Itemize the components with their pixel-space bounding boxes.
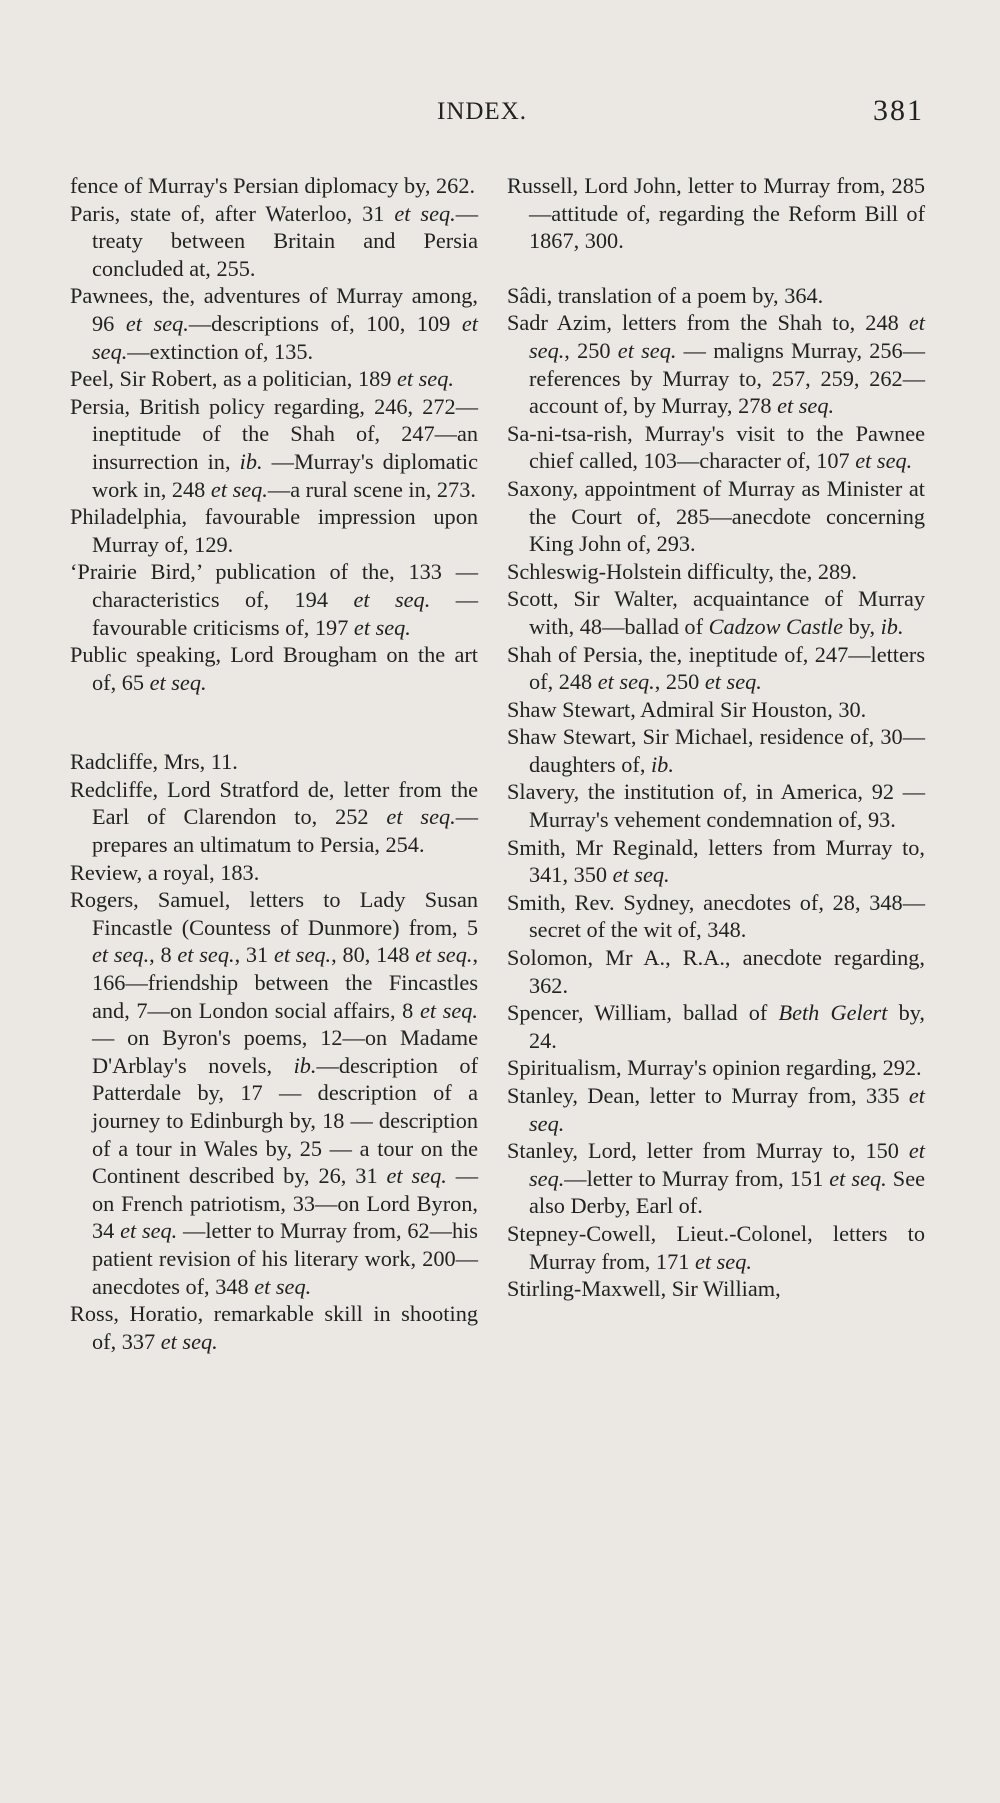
italic-text: et seq. — [419, 997, 478, 1023]
index-entry — [507, 475, 925, 558]
italic-text: Beth Gelert — [778, 1000, 888, 1026]
italic-text: et seq. — [160, 1328, 218, 1354]
italic-text: et seq. — [415, 942, 473, 968]
entry-text: —extinction of, 135. — [127, 338, 314, 364]
index-entry — [507, 282, 925, 310]
italic-text: et seq. — [125, 310, 189, 336]
entry-text: Redcliffe, Lord Stratford de, letter from the Earl of Clarendon to, 252 — [70, 776, 478, 830]
entry-text: Sâdi, translation of a poem by, 364. — [507, 282, 824, 308]
index-entry — [70, 365, 478, 393]
italic-text: Cadzow Castle — [708, 613, 844, 639]
entry-text: Slavery, the institution of, in America, 92 — Murray's vehement condemnation of, 93. — [507, 779, 925, 833]
index-entry — [70, 859, 478, 887]
italic-text: et seq. — [396, 366, 454, 392]
italic-text: et seq. — [855, 448, 913, 474]
index-entry — [507, 641, 925, 696]
italic-text: et seq. — [92, 942, 150, 968]
italic-text: et seq. — [829, 1165, 887, 1191]
index-entry — [507, 1275, 925, 1303]
entry-text: Sadr Azim, letters from the Shah to, 248 — [507, 310, 909, 336]
italic-text: et seq. — [120, 1218, 178, 1244]
index-entry — [70, 393, 478, 503]
entry-text: Schleswig-Holstein difficulty, the, 289. — [507, 558, 857, 584]
index-entry — [70, 886, 478, 1300]
italic-text: et seq. — [529, 1138, 925, 1191]
entry-text: fence of Murray's Persian diplomacy by, 262. — [70, 173, 476, 198]
entry-text: See also Derby, Earl of. — [529, 1165, 925, 1219]
italic-text: et seq. — [92, 310, 478, 364]
italic-text: et seq. — [149, 669, 207, 695]
index-entry — [70, 641, 478, 696]
entry-text: , 166—friendship between the Fincastles and, 7—on London social affairs, 8 — [92, 942, 479, 1023]
italic-text: et seq. — [777, 393, 835, 419]
entry-text: Public speaking, Lord Brougham on the art of, 65 — [70, 642, 478, 695]
entry-text: —treaty between Britain and Persia concluded at, 255. — [92, 200, 478, 281]
index-entry — [507, 420, 925, 475]
index-entry — [507, 1082, 925, 1137]
entry-text: —letter to Murray from, 62—his patient revision of his literary work, 200—anecdotes of, 348 — [92, 1218, 478, 1299]
italic-text: et seq. — [386, 804, 456, 830]
index-entry — [70, 1300, 478, 1355]
index-entry — [507, 834, 925, 889]
italic-text: et seq. — [254, 1273, 312, 1299]
entry-text: Persia, British policy regarding, 246, 272—ineptitude of the Shah of, 247—an insurrection in, — [70, 393, 478, 474]
index-entry — [507, 1137, 925, 1220]
index-entry — [507, 585, 925, 640]
page-number: 381 — [873, 94, 924, 127]
entry-text: Solomon, Mr A., R.A., anecdote regarding, 362. — [507, 945, 925, 998]
running-head — [0, 94, 1000, 138]
italic-text: et seq. — [353, 586, 431, 612]
entry-text: Spiritualism, Murray's opinion regarding, 292. — [507, 1055, 922, 1081]
entry-text: Stanley, Dean, letter to Murray from, 335 — [507, 1083, 909, 1108]
italic-text: ib. — [650, 751, 674, 777]
italic-text: et seq. — [386, 1163, 447, 1189]
index-entry — [70, 200, 478, 283]
italic-text: ib. — [880, 613, 904, 639]
index-entry — [507, 696, 925, 724]
entry-text: — maligns Murray, 256—references by Murray to, 257, 259, 262—account of, by Murray, 278 — [529, 337, 925, 419]
index-entry — [507, 1220, 925, 1275]
index-entry — [70, 558, 478, 641]
entry-text: Smith, Mr Reginald, letters from Murray to, 341, 350 — [507, 834, 925, 888]
index-entry — [507, 309, 925, 419]
entry-text: Ross, Horatio, remarkable skill in shooting of, 337 — [70, 1301, 478, 1354]
entry-text: Spencer, William, ballad of — [507, 1000, 779, 1026]
entry-text: — on French patriotism, 33—on Lord Byron, 34 — [92, 1163, 478, 1244]
entry-text: Philadelphia, favourable impression upon Murray of, 129. — [70, 504, 478, 557]
italic-text: et seq. — [529, 1083, 925, 1136]
italic-text: et seq. — [394, 200, 456, 226]
italic-text: et seq. — [177, 942, 235, 968]
entry-text: Russell, Lord John, letter to Murray from, 285—attitude of, regarding the Reform Bill of 1867, 300. — [507, 173, 925, 254]
entry-text: Radcliffe, Mrs, 11. — [70, 749, 238, 775]
entry-text: , 8 — [149, 942, 178, 968]
index-entry — [507, 999, 925, 1054]
italic-text: ib. — [293, 1052, 317, 1078]
index-entry — [507, 778, 925, 833]
entry-text: Sa-ni-tsa-rish, Murray's visit to the Pawnee chief called, 103—character of, 107 — [507, 420, 925, 474]
index-entry — [507, 172, 925, 255]
italic-text: et seq. — [704, 669, 762, 695]
entry-text: —prepares an ultimatum to Persia, 254. — [92, 804, 478, 858]
entry-text: Stepney-Cowell, Lieut.-Colonel, letters to Murray from, 171 — [507, 1220, 925, 1274]
index-entry — [70, 282, 478, 365]
italic-text: et seq. — [529, 310, 925, 363]
italic-text: et seq. — [617, 337, 677, 363]
entry-text: Rogers, Samuel, letters to Lady Susan Fincastle (Countess of Dunmore) from, 5 — [70, 887, 478, 940]
entry-text: —a rural scene in, 273. — [267, 476, 476, 502]
index-column-right — [507, 172, 925, 1303]
index-entry — [70, 776, 478, 859]
entry-text: Scott, Sir Walter, acquaintance of Murray with, 48—ballad of — [507, 586, 925, 639]
entry-text: Saxony, appointment of Murray as Minister at the Court of, 285—anecdote concerning King John of, 293. — [507, 475, 925, 557]
entry-text: Paris, state of, after Waterloo, 31 — [70, 200, 395, 226]
italic-text: et seq. — [597, 669, 655, 695]
entry-text: Smith, Rev. Sydney, anecdotes of, 28, 348—secret of the wit of, 348. — [507, 889, 925, 943]
index-entry — [507, 558, 925, 586]
italic-text: et seq. — [694, 1248, 752, 1274]
page-title: INDEX. — [437, 98, 528, 125]
entry-text: , 31 — [234, 942, 274, 968]
entry-text: Review, a royal, 183. — [70, 859, 260, 885]
index-entry — [507, 1054, 925, 1082]
entry-text: by, — [843, 613, 881, 639]
index-entry — [507, 723, 925, 778]
index-entry — [507, 889, 925, 944]
entry-text: , 80, 148 — [331, 942, 416, 968]
index-entry — [507, 944, 925, 999]
italic-text: et seq. — [353, 614, 411, 640]
entry-text: Shaw Stewart, Admiral Sir Houston, 30. — [507, 696, 867, 722]
entry-text: , 250 — [564, 337, 618, 363]
entry-text: Shah of Persia, the, ineptitude of, 247—letters of, 248 — [507, 641, 925, 695]
index-entry — [70, 172, 478, 200]
entry-text: —letter to Murray from, 151 — [564, 1165, 830, 1191]
entry-text: Pawnees, the, adventures of Murray among, 96 — [70, 283, 478, 336]
italic-text: et seq. — [612, 862, 670, 888]
entry-text: —descriptions of, 100, 109 — [188, 310, 462, 336]
entry-text: Stirling-Maxwell, Sir William, — [507, 1276, 781, 1302]
entry-text: — on Byron's poems, 12—on Madame D'Arblay's novels, — [92, 1025, 478, 1078]
index-entry — [70, 748, 478, 776]
index-column-left — [70, 172, 478, 1355]
entry-text: —description of Patterdale by, 17 — description of a journey to Edinburgh by, 18 — description of a tour in Wales by, 25 — a tour on the Continent described by, 26, 31 — [92, 1052, 478, 1189]
entry-text: Stanley, Lord, letter from Murray to, 150 — [507, 1138, 909, 1164]
entry-text: by, 24. — [529, 1000, 926, 1053]
entry-text: Peel, Sir Robert, as a politician, 189 — [70, 366, 397, 392]
entry-text: — favourable criticisms of, 197 — [92, 586, 479, 640]
entry-text: Shaw Stewart, Sir Michael, residence of, 30—daughters of, — [507, 724, 925, 777]
italic-text: et seq. — [210, 476, 268, 502]
italic-text: ib. — [239, 448, 263, 474]
entry-text: , 250 — [654, 669, 705, 695]
entry-text: —Murray's diplomatic work in, 248 — [92, 448, 478, 502]
index-entry — [70, 503, 478, 558]
italic-text: et seq. — [273, 942, 332, 968]
entry-text: ‘Prairie Bird,’ publication of the, 133 — characteristics of, 194 — [70, 559, 478, 612]
